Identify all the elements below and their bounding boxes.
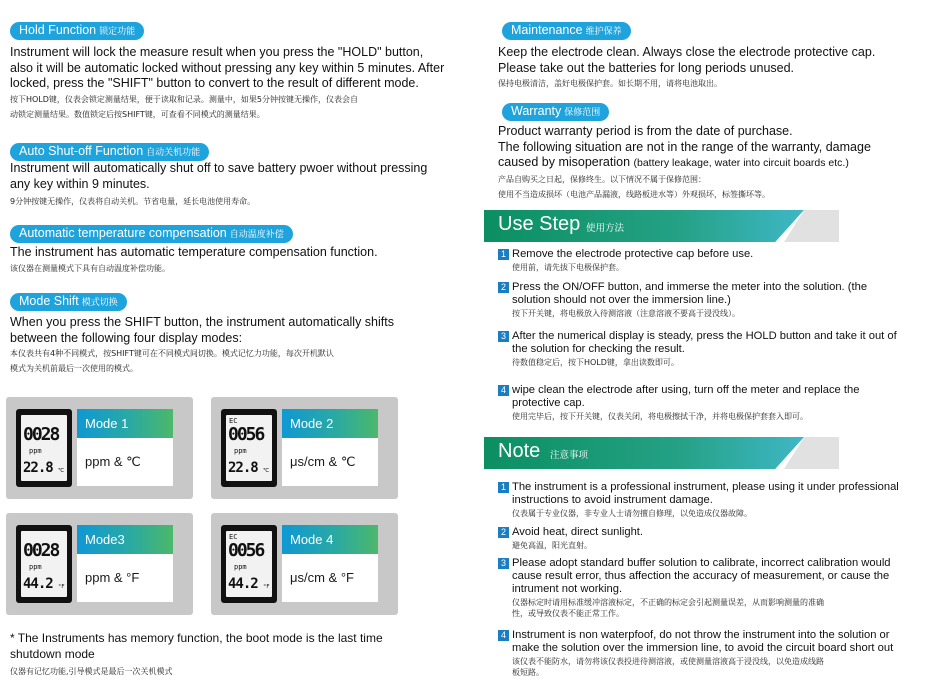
- atc-text: [10, 245, 470, 276]
- lcd-unit: ppm: [234, 447, 247, 455]
- lcd-top-value: 0028: [23, 540, 59, 561]
- maintenance-title-cn: 维护保养: [585, 26, 622, 36]
- hold-zh-line-2: 动锁定测量结果。数值锁定后按SHIFT键，可查看不同模式的测量结果。: [10, 109, 265, 119]
- note-en-line-1: Instrument is non waterpfoof, do not throw the instrument into the solution or: [512, 629, 890, 641]
- autooff-title-cn: 自动关机功能: [146, 147, 201, 157]
- warranty-en-line-3b: (battery leakage, water into circuit boards etc.): [633, 157, 849, 169]
- use-step-banner: [484, 210, 832, 242]
- autooff-title: Auto Shut-off Function: [19, 144, 144, 158]
- lcd-temperature: 44.2: [228, 576, 258, 592]
- note-item-1: [498, 481, 908, 521]
- step-en-line-1: Press the ON/OFF button, and immerse the meter into the solution. (the: [512, 281, 868, 293]
- use-step-item-4: [498, 384, 908, 424]
- lcd-display: [221, 525, 277, 603]
- note-number-badge: 1: [498, 482, 509, 493]
- step-zh: 使用完毕后，按下开关键，仪表关闭，将电极擦拭干净，并将电极保护套套入即可。: [512, 412, 808, 421]
- warranty-text: [498, 124, 938, 202]
- note-zh-line-1: 该仪表不能防水，请勿将该仪表投进待测溶液，或使测量溶液高于浸没线，以免造成线路: [512, 657, 824, 666]
- step-en-line-1: After the numerical display is steady, press the HOLD button and take it out of: [512, 330, 897, 342]
- use-step-item-1: [498, 248, 908, 275]
- use-step-item-2: [498, 281, 908, 321]
- note-en-line-1: Please adopt standard buffer solution to calibrate, incorrect calibration would: [512, 557, 891, 569]
- lcd-temp-unit: ℃: [263, 468, 270, 474]
- note-item-2: [498, 526, 908, 553]
- note-en-line-3: intrument not working.: [512, 583, 623, 595]
- memory-en-line-1: * The Instruments has memory function, the boot mode is the last time: [10, 631, 383, 645]
- note-zh-line-1: 避免高温，阳光直射。: [512, 541, 592, 550]
- lcd-top-value: 0028: [23, 424, 59, 445]
- warranty-en-line-3a: caused by misoperation: [498, 155, 634, 169]
- note-title-cn: 注意事项: [550, 450, 589, 461]
- autooff-en-line-2: any key within 9 minutes.: [10, 176, 150, 191]
- warranty-en-line-3: [498, 155, 938, 172]
- use-step-title-cn: 使用方法: [586, 223, 625, 234]
- atc-title: Automatic temperature compensation: [19, 226, 227, 240]
- lcd-ec-label: EC: [229, 417, 238, 425]
- warranty-zh-line-2: 使用不当造成损坏（电池产品漏液，线路板进水等）外观损坏，标签撕坏等。: [498, 189, 770, 199]
- maintenance-section: [502, 21, 631, 40]
- mode-name: Mode 4: [282, 525, 378, 554]
- note-en-line-2: cause result error, thus affection the accuracy of measurement, or cause the: [512, 570, 890, 582]
- warranty-title-pill: [502, 103, 609, 121]
- mode-name: Mode 1: [77, 409, 173, 438]
- use-step-item-3: [498, 330, 908, 370]
- step-en-line-1: Remove the electrode protective cap before use.: [512, 248, 754, 260]
- maintenance-text: [498, 45, 938, 91]
- mode-title-cn: 模式切换: [81, 297, 118, 307]
- autooff-section: [10, 142, 209, 161]
- mode-units: μs/cm & ℃: [282, 438, 378, 486]
- maintenance-title: Maintenance: [511, 23, 583, 37]
- note-item-3: [498, 557, 908, 621]
- warranty-en-line-1: Product warranty period is from the date of purchase.: [498, 124, 793, 138]
- step-zh: 按下开关键，将电极放入待测溶液（注意溶液不要高于浸没线）。: [512, 309, 740, 318]
- mode-units: μs/cm & °F: [282, 554, 378, 602]
- mode-en-line-1: When you press the SHIFT button, the instrument automatically shifts: [10, 315, 394, 329]
- mode-zh-line-1: 本仪表共有4种不同模式，按SHIFT键可在不同模式间切换。模式记忆力功能，每次开机默认: [10, 349, 334, 358]
- step-number-badge: 1: [498, 249, 509, 260]
- hold-zh-line-1: 按下HOLD键，仪表会锁定测量结果，便于读取和记录。测量中，如果5分钟按键无操作，仪表会自: [10, 94, 359, 104]
- mode-name: Mode3: [77, 525, 173, 554]
- note-item-4: [498, 629, 908, 680]
- lcd-temperature: 22.8: [228, 460, 258, 476]
- warranty-title-cn: 保修范围: [564, 107, 601, 117]
- memory-en-line-2: shutdown mode: [10, 646, 95, 661]
- step-zh: 待数值稳定后，按下HOLD键，拿出读数即可。: [512, 358, 679, 367]
- note-en-line-2: instructions to avoid instrument damage.: [512, 494, 713, 506]
- lcd-ec-label: EC: [229, 533, 238, 541]
- note-zh-line-1: 仪表属于专业仪器，非专业人士请勿擅自修理，以免造成仪器故障。: [512, 509, 752, 518]
- lcd-display: [16, 409, 72, 487]
- mode-zh-line-2: 模式为关机前最后一次使用的模式。: [10, 364, 138, 373]
- step-number-badge: 4: [498, 385, 509, 396]
- note-number-badge: 4: [498, 630, 509, 641]
- note-number-badge: 2: [498, 527, 509, 538]
- warranty-en-line-2: The following situation are not in the range of the warranty, damage: [498, 139, 871, 154]
- warranty-section: [502, 102, 609, 121]
- step-en-line-1: wipe clean the electrode after using, turn off the meter and replace the: [512, 384, 860, 396]
- atc-title-pill: [10, 225, 293, 243]
- mode-units: ppm & °F: [77, 554, 173, 602]
- step-number-badge: 2: [498, 282, 509, 293]
- memory-note: [10, 631, 470, 679]
- mode-card-3: [6, 513, 193, 615]
- note-en-line-1: The instrument is a professional instrument, please using it under professional: [512, 481, 899, 493]
- atc-section: [10, 224, 293, 243]
- hold-section: [10, 21, 144, 40]
- step-en-line-2: the solution for checking the result.: [512, 343, 685, 355]
- atc-title-cn: 自动温度补偿: [229, 229, 284, 239]
- note-banner: [484, 437, 832, 469]
- maintenance-en-line-2: Please take out the batteries for long periods unused.: [498, 60, 795, 75]
- note-en-line-2: make the solution over the immersion line, to avoid the circuit board short out: [512, 642, 894, 654]
- atc-zh-line-1: 该仪器在测量模式下具有自动温度补偿功能。: [10, 263, 170, 273]
- warranty-zh-line-1: 产品自购买之日起，保修终生。以下情况不属于保修范围：: [498, 174, 706, 184]
- mode-card-2: [211, 397, 398, 499]
- maintenance-en-line-1: Keep the electrode clean. Always close the electrode protective cap.: [498, 45, 876, 59]
- lcd-unit: ppm: [234, 563, 247, 571]
- autooff-title-pill: [10, 143, 209, 161]
- lcd-unit: ppm: [29, 447, 42, 455]
- note-title: Note: [498, 440, 541, 462]
- step-en-line-2: protective cap.: [512, 397, 585, 409]
- mode-card-4: [211, 513, 398, 615]
- lcd-temperature: 22.8: [23, 460, 53, 476]
- maintenance-title-pill: [502, 22, 631, 40]
- hold-text: [10, 45, 470, 122]
- hold-en-line-3: locked, press the "SHIFT" button to convert to the result of different mode.: [10, 76, 419, 90]
- lcd-display: [221, 409, 277, 487]
- mode-text: [10, 315, 470, 376]
- note-zh-line-2: 性，或导致仪表不能正常工作。: [512, 609, 624, 618]
- autooff-text: [10, 161, 470, 209]
- autooff-en-line-1: Instrument will automatically shut off to save battery pwoer without pressing: [10, 161, 428, 175]
- mode-title: Mode Shift: [19, 294, 79, 308]
- hold-title-pill: [10, 22, 144, 40]
- lcd-unit: ppm: [29, 563, 42, 571]
- lcd-temperature: 44.2: [23, 576, 53, 592]
- step-en-line-2: solution should not over the immersion line.): [512, 294, 731, 306]
- use-step-title: Use Step: [498, 213, 581, 235]
- hold-title: Hold Function: [19, 23, 97, 37]
- lcd-temp-unit: °F: [58, 584, 65, 590]
- mode-card-1: [6, 397, 193, 499]
- note-zh-line-1: 仪器标定时请用标准缓冲溶液标定，不正确的标定会引起测量误差，从而影响测量的准确: [512, 598, 824, 607]
- warranty-title: Warranty: [511, 104, 562, 118]
- step-zh: 使用前，请先拔下电极保护套。: [512, 263, 624, 272]
- autooff-zh-line-1: 9分钟按键无操作，仪表将自动关机。节省电量，延长电池使用寿命。: [10, 197, 256, 206]
- lcd-temp-unit: ℃: [58, 468, 65, 474]
- note-number-badge: 3: [498, 558, 509, 569]
- note-en-line-1: Avoid heat, direct sunlight.: [512, 526, 644, 538]
- mode-title-pill: [10, 293, 127, 311]
- maintenance-zh-line-1: 保持电极清洁，盖好电极保护套。如长期不用，请将电池取出。: [498, 79, 722, 88]
- mode-en-line-2: between the following four display modes:: [10, 330, 243, 345]
- hold-en-line-1: Instrument will lock the measure result when you press the "HOLD" button,: [10, 45, 424, 59]
- lcd-top-value: 0056: [228, 540, 264, 561]
- memory-zh-line-1: 仪器有记忆功能,引导模式是最后一次关机模式: [10, 667, 173, 676]
- atc-en-line-1: The instrument has automatic temperature compensation function.: [10, 245, 378, 259]
- lcd-display: [16, 525, 72, 603]
- mode-units: ppm & ℃: [77, 438, 173, 486]
- mode-name: Mode 2: [282, 409, 378, 438]
- lcd-temp-unit: °F: [263, 584, 270, 590]
- hold-en-line-2: also it will be automatic locked without pressing any key within 5 minutes. After: [10, 60, 445, 75]
- note-zh-line-2: 板短路。: [512, 668, 544, 677]
- hold-title-cn: 锁定功能: [99, 26, 136, 36]
- mode-section: [10, 292, 127, 311]
- lcd-top-value: 0056: [228, 424, 264, 445]
- step-number-badge: 3: [498, 331, 509, 342]
